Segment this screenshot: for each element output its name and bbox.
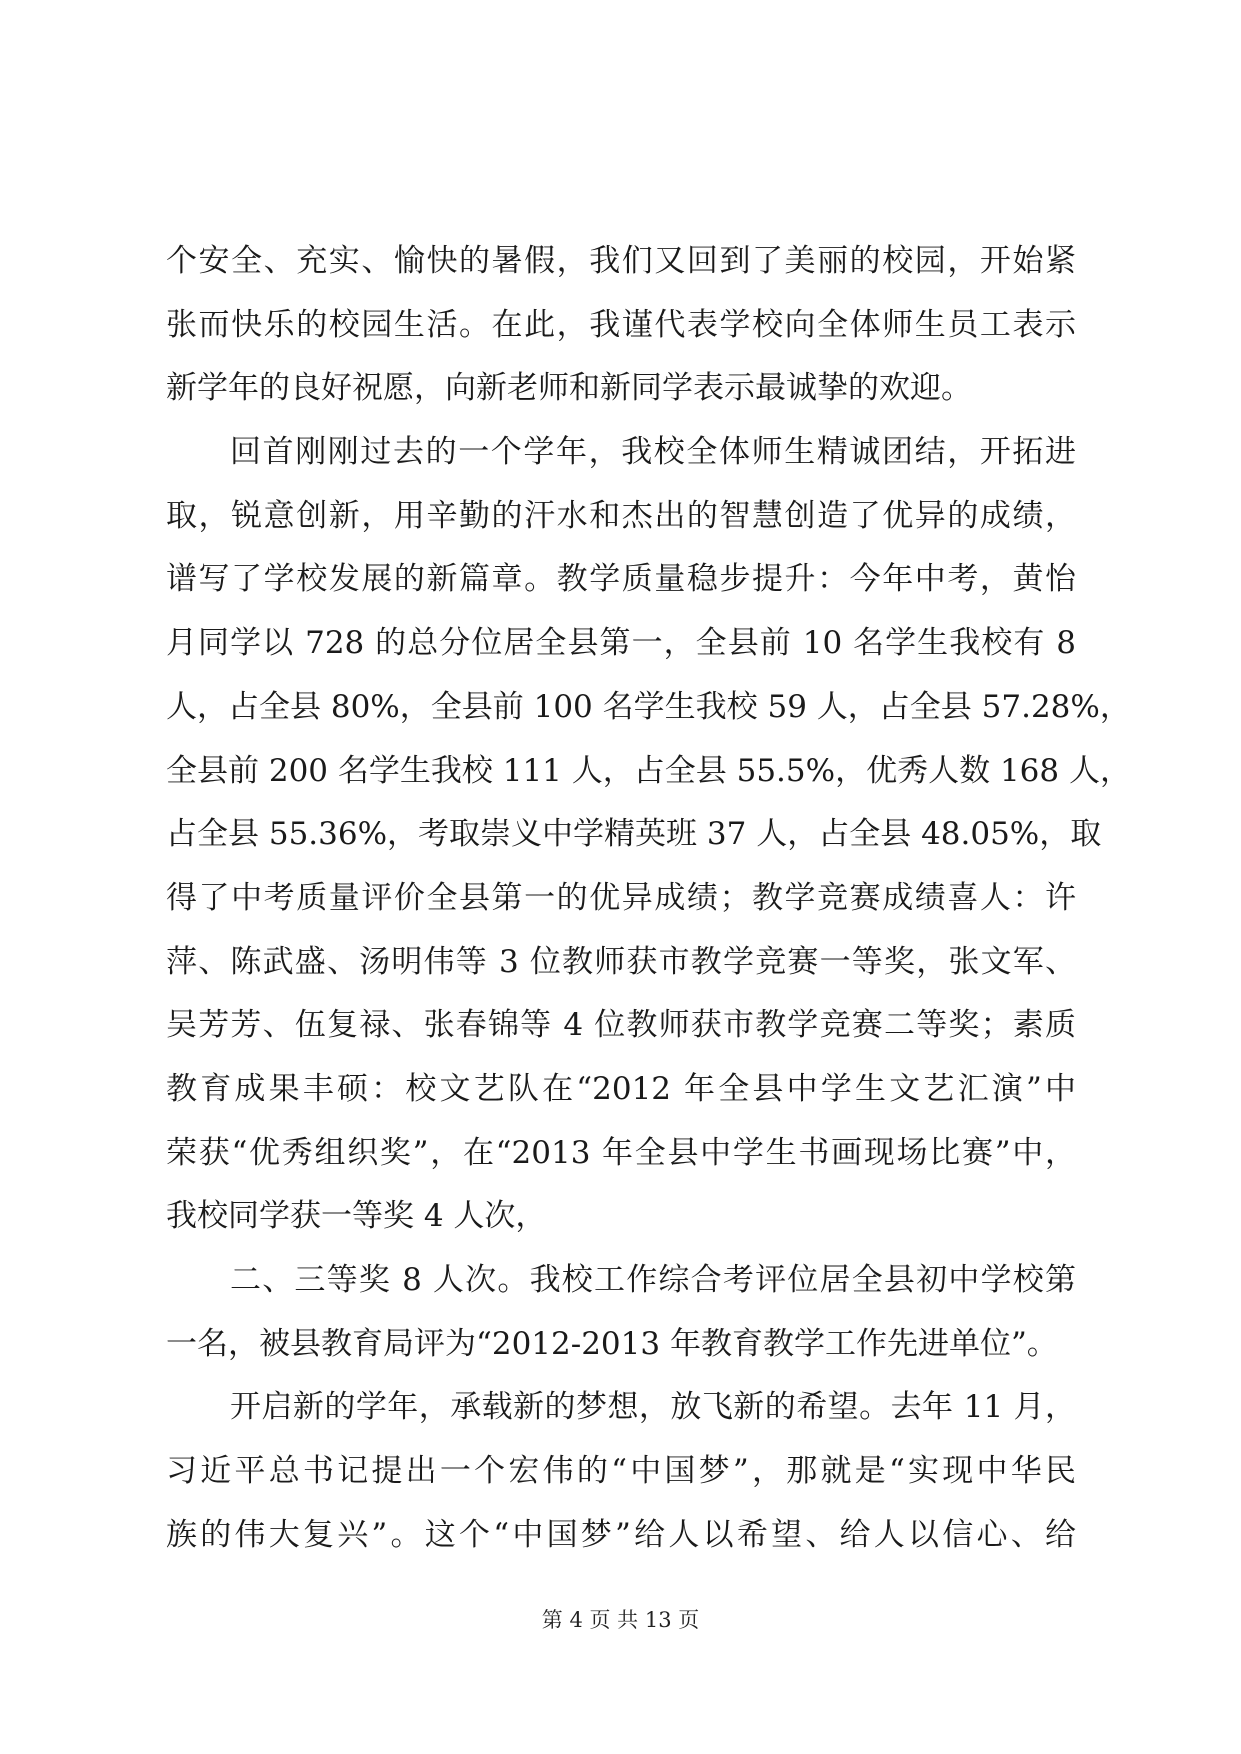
text-line: 回首刚刚过去的一个学年，我校全体师生精诚团结，开拓进	[230, 434, 1076, 471]
page-footer: 第 4 页 共 13 页	[541, 1608, 700, 1632]
text-line: 谱写了学校发展的新篇章。教学质量稳步提升：今年中考，黄怡	[166, 561, 1076, 598]
text-line: 开启新的学年，承载新的梦想，放飞新的希望。去年 11 月，	[230, 1389, 1076, 1426]
text-line: 取，锐意创新，用辛勤的汗水和杰出的智慧创造了优异的成绩，	[166, 497, 1076, 534]
text-line: 萍、陈武盛、汤明伟等 3 位教师获市教学竞赛一等奖，张文军、	[166, 943, 1076, 980]
text-line: 占全县 55.36%，考取崇义中学精英班 37 人，占全县 48.05%，取	[166, 816, 1102, 853]
document-body	[166, 230, 1131, 1567]
text-line: 月同学以 728 的总分位居全县第一，全县前 10 名学生我校有 8	[166, 625, 1076, 662]
text-line: 个安全、充实、愉快的暑假，我们又回到了美丽的校园，开始紧	[166, 243, 1076, 279]
text-line: 一名，被县教育局评为“2012-2013 年教育教学工作先进单位”。	[166, 1325, 1058, 1362]
text-line: 我校同学获一等奖 4 人次，	[166, 1198, 547, 1235]
text-line: 荣获“优秀组织奖”，在“2013 年全县中学生书画现场比赛”中，	[166, 1134, 1076, 1171]
text-line: 二、三等奖 8 人次。我校工作综合考评位居全县初中学校第	[230, 1262, 1076, 1298]
text-line: 全县前 200 名学生我校 111 人，占全县 55.5%，优秀人数 168 人，	[166, 752, 1131, 789]
text-line: 新学年的良好祝愿，向新老师和新同学表示最诚挚的欢迎。	[166, 370, 972, 407]
text-line: 得了中考质量评价全县第一的优异成绩；教学竞赛成绩喜人：许	[166, 879, 1076, 916]
text-line: 吴芳芳、伍复禄、张春锦等 4 位教师获市教学竞赛二等奖；素质	[166, 1007, 1076, 1044]
text-line: 张而快乐的校园生活。在此，我谨代表学校向全体师生员工表示	[166, 306, 1076, 343]
text-line: 教育成果丰硕：校文艺队在“2012 年全县中学生文艺汇演”中	[166, 1070, 1076, 1107]
text-line: 习近平总书记提出一个宏伟的“中国梦”，那就是“实现中华民	[166, 1453, 1076, 1490]
text-line: 族的伟大复兴”。这个“中国梦”给人以希望、给人以信心、给	[166, 1516, 1076, 1553]
text-line: 人，占全县 80%，全县前 100 名学生我校 59 人，占全县 57.28%，	[166, 688, 1131, 725]
